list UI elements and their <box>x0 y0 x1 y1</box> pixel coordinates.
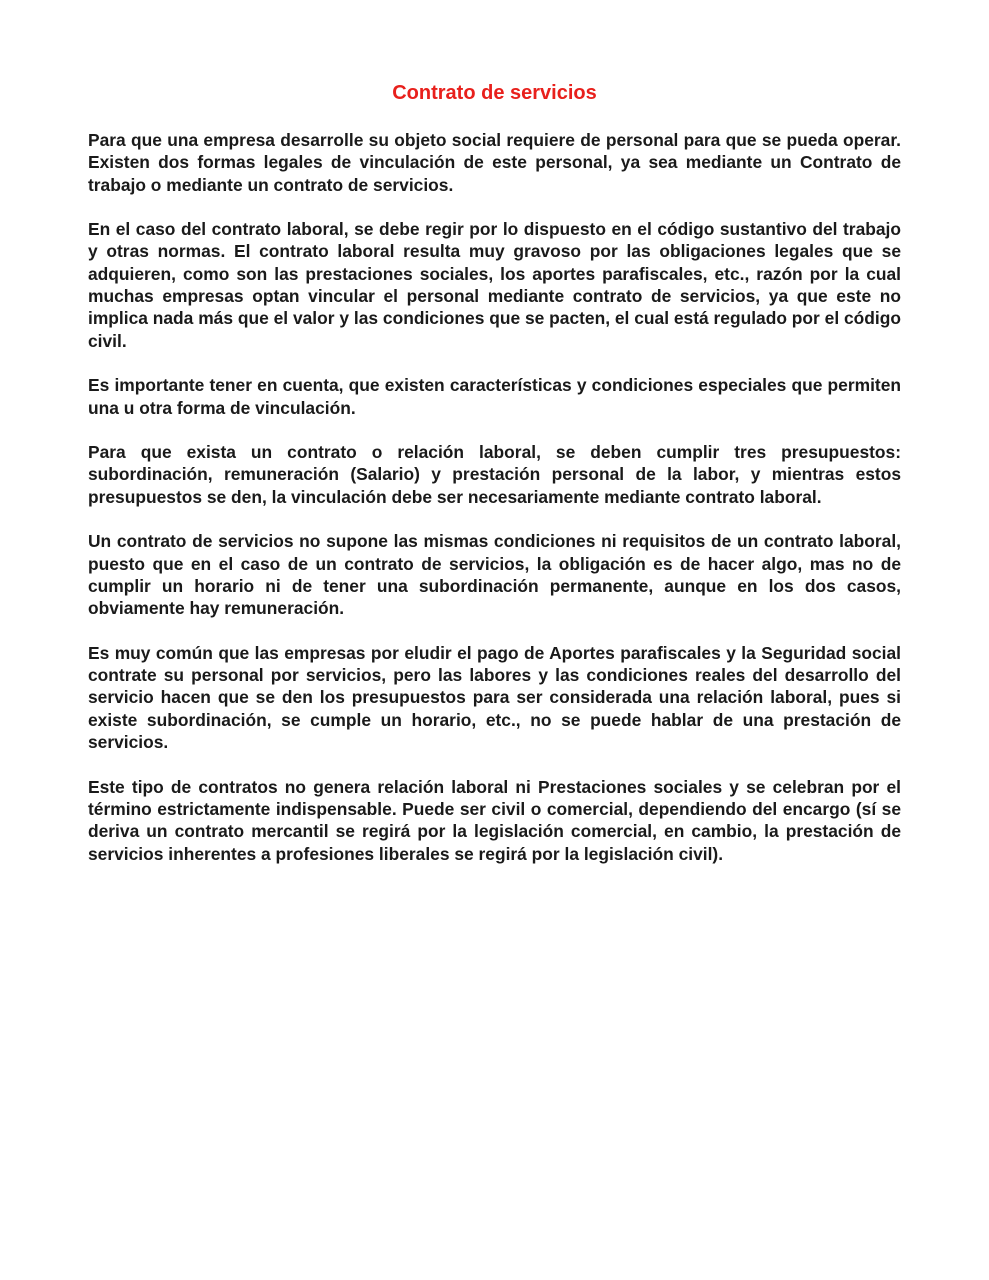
document-body <box>88 129 901 887</box>
document-title: Contrato de servicios <box>392 82 597 104</box>
paragraph-aportes-parafiscales: Es muy común que las empresas por eludir el pago de Aportes parafiscales y la Seguridad social contrate su personal por servicios, pero las labores y las condiciones reales del desarrollo del servicio hacen que se den los presupuestos para ser considerada una relación laboral, pues si existe subordinación, se cumple un horario, etc., no se puede hablar de una prestación de servicios. <box>88 642 901 753</box>
paragraph-contrato-laboral: En el caso del contrato laboral, se debe regir por lo dispuesto en el código sustantivo del trabajo y otras normas. El contrato laboral resulta muy gravoso por las obligaciones legales que se adquieren, como son las prestaciones sociales, los aportes parafiscales, etc., razón por la cual muchas empresas optan vincular el personal mediante contrato de servicios, ya que este no implica nada más que el valor y las condiciones que se pacten, el cual está regulado por el código civil. <box>88 219 901 351</box>
paragraph-presupuestos: Para que exista un contrato o relación laboral, se deben cumplir tres presupuestos: subordinación, remuneración (Salario) y prestación personal de la labor, y mientras estos presupuestos se den, la vinculación debe ser necesariamente mediante contrato laboral. <box>88 442 901 507</box>
paragraph-tipo-contratos: Este tipo de contratos no genera relación laboral ni Prestaciones sociales y se celebran por el término estrictamente indispensable. Puede ser civil o comercial, dependiendo del encargo (sí se deriva un contrato mercantil se regirá por la legislación comercial, en cambio, la prestación de servicios inherentes a profesiones liberales se regirá por la legislación civil). <box>88 776 901 864</box>
paragraph-intro: Para que una empresa desarrolle su objeto social requiere de personal para que se pueda operar. Existen dos formas legales de vinculación de este personal, ya sea mediante un Contrato de trabajo o mediante un contrato de servicios. <box>88 130 901 195</box>
paragraph-contrato-servicios: Un contrato de servicios no supone las mismas condiciones ni requisitos de un contrato laboral, puesto que en el caso de un contrato de servicios, la obligación es de hacer algo, mas no de cumplir un horario ni de tener una subordinación permanente, aunque en los dos casos, obviamente hay remuneración. <box>88 531 901 619</box>
paragraph-caracteristicas: Es importante tener en cuenta, que existen características y condiciones especiales que permiten una u otra forma de vinculación. <box>88 375 901 418</box>
